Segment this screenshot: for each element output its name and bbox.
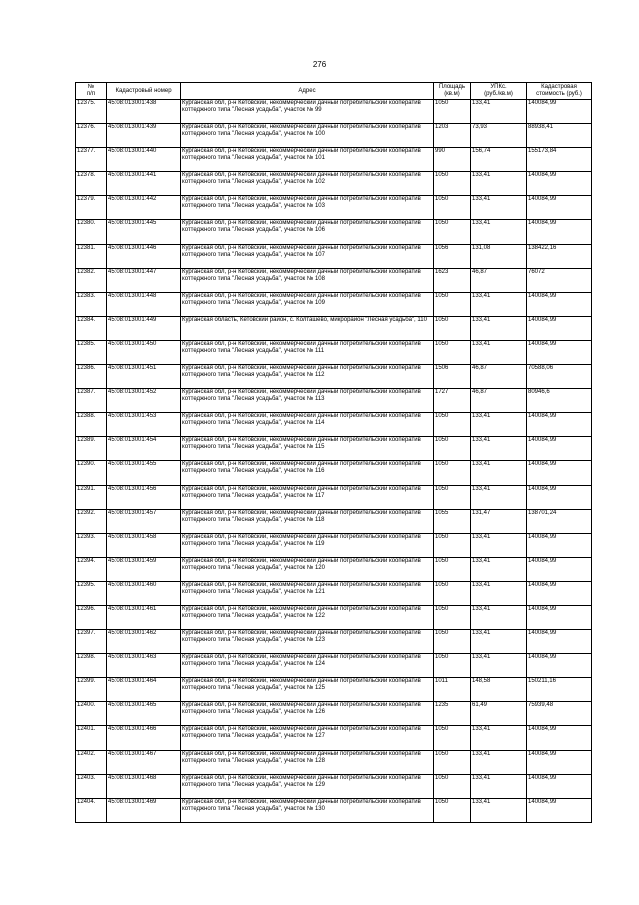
row-address: Курганская обл, р-н Кетовский, некоммерческий дачный потребительский кооператив коттеджного типа "Лесная усадьба", участок № 130 xyxy=(181,798,434,822)
row-area: 1050 xyxy=(434,726,471,750)
row-cadastral-cost: 140084,99 xyxy=(527,292,592,316)
row-num: 12379. xyxy=(76,196,107,220)
row-cadastral-cost: 140084,99 xyxy=(527,196,592,220)
row-upks: 133,41 xyxy=(471,437,527,461)
row-address: Курганская обл, р-н Кетовский, некоммерческий дачный потребительский кооператив коттеджного типа "Лесная усадьба", участок № 100 xyxy=(181,124,434,148)
table-row xyxy=(76,557,592,581)
row-area: 1050 xyxy=(434,220,471,244)
row-upks: 133,41 xyxy=(471,726,527,750)
row-cadastral-cost: 140084,99 xyxy=(527,100,592,124)
row-address: Курганская обл, р-н Кетовский, некоммерческий дачный потребительский кооператив коттеджного типа "Лесная усадьба", участок № 101 xyxy=(181,148,434,172)
row-area: 1011 xyxy=(434,678,471,702)
header-cadastral-number: Кадастровый номер xyxy=(107,83,181,100)
row-cadastral-number: 45:08:013001:465 xyxy=(107,702,181,726)
table-row xyxy=(76,365,592,389)
table-row xyxy=(76,100,592,124)
row-address: Курганская обл, р-н Кетовский, некоммерческий дачный потребительский кооператив коттеджного типа "Лесная усадьба", участок № 120 xyxy=(181,557,434,581)
row-upks: 131,47 xyxy=(471,509,527,533)
row-cadastral-number: 45:08:013001:438 xyxy=(107,100,181,124)
table-row xyxy=(76,678,592,702)
row-area: 1050 xyxy=(434,437,471,461)
row-num: 12403. xyxy=(76,774,107,798)
row-area: 1050 xyxy=(434,316,471,340)
row-upks: 133,41 xyxy=(471,413,527,437)
row-address: Курганская обл, р-н Кетовский, некоммерческий дачный потребительский кооператив коттеджного типа "Лесная усадьба", участок № 129 xyxy=(181,774,434,798)
row-cadastral-cost: 140084,99 xyxy=(527,413,592,437)
row-area: 1727 xyxy=(434,389,471,413)
table-row xyxy=(76,726,592,750)
row-cadastral-number: 45:08:013001:463 xyxy=(107,654,181,678)
row-cadastral-cost: 140084,99 xyxy=(527,726,592,750)
row-cadastral-number: 45:08:013001:456 xyxy=(107,485,181,509)
row-cadastral-number: 45:08:013001:455 xyxy=(107,461,181,485)
row-upks: 133,41 xyxy=(471,196,527,220)
row-area: 1050 xyxy=(434,172,471,196)
row-cadastral-cost: 140084,99 xyxy=(527,605,592,629)
row-upks: 61,49 xyxy=(471,702,527,726)
row-cadastral-number: 45:08:013001:464 xyxy=(107,678,181,702)
row-address: Курганская обл, р-н Кетовский, некоммерческий дачный потребительский кооператив коттеджного типа "Лесная усадьба", участок № 112 xyxy=(181,365,434,389)
table-row xyxy=(76,485,592,509)
row-upks: 133,41 xyxy=(471,461,527,485)
row-upks: 133,41 xyxy=(471,485,527,509)
row-cadastral-cost: 76072 xyxy=(527,268,592,292)
row-address: Курганская обл, р-н Кетовский, некоммерческий дачный потребительский кооператив коттеджного типа "Лесная усадьба", участок № 121 xyxy=(181,581,434,605)
row-area: 1050 xyxy=(434,750,471,774)
row-cadastral-cost: 140084,99 xyxy=(527,557,592,581)
row-num: 12399. xyxy=(76,678,107,702)
table-row xyxy=(76,148,592,172)
row-area: 1050 xyxy=(434,630,471,654)
row-address: Курганская обл, р-н Кетовский, некоммерческий дачный потребительский кооператив коттеджного типа "Лесная усадьба", участок № 122 xyxy=(181,605,434,629)
row-num: 12404. xyxy=(76,798,107,822)
table-row xyxy=(76,220,592,244)
row-upks: 133,41 xyxy=(471,340,527,364)
row-area: 1203 xyxy=(434,124,471,148)
row-upks: 133,41 xyxy=(471,220,527,244)
row-upks: 133,41 xyxy=(471,581,527,605)
row-area: 1050 xyxy=(434,340,471,364)
row-upks: 73,93 xyxy=(471,124,527,148)
row-num: 12394. xyxy=(76,557,107,581)
row-area: 1050 xyxy=(434,557,471,581)
row-cadastral-cost: 140084,99 xyxy=(527,340,592,364)
row-cadastral-cost: 140084,99 xyxy=(527,798,592,822)
table-row xyxy=(76,750,592,774)
header-num: № п/п xyxy=(76,83,107,100)
table-row xyxy=(76,389,592,413)
row-cadastral-cost: 140084,99 xyxy=(527,461,592,485)
row-num: 12398. xyxy=(76,654,107,678)
row-address: Курганская обл, р-н Кетовский, некоммерческий дачный потребительский кооператив коттеджного типа "Лесная усадьба", участок № 124 xyxy=(181,654,434,678)
row-address: Курганская обл, р-н Кетовский, некоммерческий дачный потребительский кооператив коттеджного типа "Лесная усадьба", участок № 113 xyxy=(181,389,434,413)
row-cadastral-number: 45:08:013001:440 xyxy=(107,148,181,172)
row-cadastral-cost: 155173,84 xyxy=(527,148,592,172)
row-cadastral-number: 45:08:013001:446 xyxy=(107,244,181,268)
row-area: 1050 xyxy=(434,100,471,124)
row-num: 12401. xyxy=(76,726,107,750)
row-address: Курганская обл, р-н Кетовский, некоммерческий дачный потребительский кооператив коттеджного типа "Лесная усадьба", участок № 116 xyxy=(181,461,434,485)
table-row xyxy=(76,533,592,557)
row-address: Курганская обл, р-н Кетовский, некоммерческий дачный потребительский кооператив коттеджного типа "Лесная усадьба", участок № 115 xyxy=(181,437,434,461)
row-upks: 148,58 xyxy=(471,678,527,702)
row-cadastral-cost: 140084,99 xyxy=(527,533,592,557)
row-address: Курганская обл, р-н Кетовский, некоммерческий дачный потребительский кооператив коттеджного типа "Лесная усадьба", участок № 117 xyxy=(181,485,434,509)
row-area: 1050 xyxy=(434,413,471,437)
table-row xyxy=(76,702,592,726)
row-num: 12385. xyxy=(76,340,107,364)
row-cadastral-number: 45:08:013001:449 xyxy=(107,316,181,340)
row-cadastral-number: 45:08:013001:461 xyxy=(107,605,181,629)
row-area: 1050 xyxy=(434,196,471,220)
row-cadastral-cost: 140084,99 xyxy=(527,774,592,798)
row-cadastral-cost: 75939,48 xyxy=(527,702,592,726)
table-row xyxy=(76,196,592,220)
row-upks: 133,41 xyxy=(471,172,527,196)
table-row xyxy=(76,605,592,629)
row-cadastral-cost: 140084,99 xyxy=(527,750,592,774)
row-num: 12378. xyxy=(76,172,107,196)
table-row xyxy=(76,581,592,605)
row-cadastral-number: 45:08:013001:453 xyxy=(107,413,181,437)
row-area: 1050 xyxy=(434,292,471,316)
row-address: Курганская обл, р-н Кетовский, некоммерческий дачный потребительский кооператив коттеджного типа "Лесная усадьба", участок № 125 xyxy=(181,678,434,702)
table-row xyxy=(76,340,592,364)
row-cadastral-cost: 138701,24 xyxy=(527,509,592,533)
row-upks: 133,41 xyxy=(471,533,527,557)
row-upks: 133,41 xyxy=(471,316,527,340)
row-cadastral-number: 45:08:013001:467 xyxy=(107,750,181,774)
header-address: Адрес xyxy=(181,83,434,100)
row-upks: 133,41 xyxy=(471,750,527,774)
row-num: 12395. xyxy=(76,581,107,605)
table-row xyxy=(76,413,592,437)
row-num: 12402. xyxy=(76,750,107,774)
row-address: Курганская обл, р-н Кетовский, некоммерческий дачный потребительский кооператив коттеджного типа "Лесная усадьба", участок № 119 xyxy=(181,533,434,557)
row-area: 1506 xyxy=(434,365,471,389)
row-address: Курганская область, Кетовский район, с. Колташево, микрорайон "Лесная усадьба", 110 xyxy=(181,316,434,340)
row-cadastral-cost: 140084,99 xyxy=(527,485,592,509)
row-address: Курганская обл, р-н Кетовский, некоммерческий дачный потребительский кооператив коттеджного типа "Лесная усадьба", участок № 118 xyxy=(181,509,434,533)
row-upks: 133,41 xyxy=(471,557,527,581)
row-cadastral-cost: 70588,06 xyxy=(527,365,592,389)
row-num: 12389. xyxy=(76,437,107,461)
row-area: 1050 xyxy=(434,605,471,629)
row-upks: 131,08 xyxy=(471,244,527,268)
row-address: Курганская обл, р-н Кетовский, некоммерческий дачный потребительский кооператив коттеджного типа "Лесная усадьба", участок № 106 xyxy=(181,220,434,244)
row-cadastral-number: 45:08:013001:458 xyxy=(107,533,181,557)
row-cadastral-number: 45:08:013001:457 xyxy=(107,509,181,533)
row-num: 12390. xyxy=(76,461,107,485)
row-num: 12384. xyxy=(76,316,107,340)
row-cadastral-cost: 140084,99 xyxy=(527,630,592,654)
row-cadastral-number: 45:08:013001:439 xyxy=(107,124,181,148)
row-address: Курганская обл, р-н Кетовский, некоммерческий дачный потребительский кооператив коттеджного типа "Лесная усадьба", участок № 103 xyxy=(181,196,434,220)
table-row xyxy=(76,244,592,268)
row-num: 12393. xyxy=(76,533,107,557)
row-cadastral-number: 45:08:013001:442 xyxy=(107,196,181,220)
row-address: Курганская обл, р-н Кетовский, некоммерческий дачный потребительский кооператив коттеджного типа "Лесная усадьба", участок № 102 xyxy=(181,172,434,196)
table-row xyxy=(76,124,592,148)
row-num: 12388. xyxy=(76,413,107,437)
row-cadastral-cost: 140084,99 xyxy=(527,581,592,605)
row-cadastral-cost: 140084,99 xyxy=(527,654,592,678)
row-num: 12381. xyxy=(76,244,107,268)
row-cadastral-cost: 150211,16 xyxy=(527,678,592,702)
row-area: 1623 xyxy=(434,268,471,292)
cadastral-value-table xyxy=(75,82,592,823)
row-cadastral-number: 45:08:013001:459 xyxy=(107,557,181,581)
row-cadastral-number: 45:08:013001:468 xyxy=(107,774,181,798)
row-area: 1050 xyxy=(434,581,471,605)
table-row xyxy=(76,316,592,340)
table-row xyxy=(76,292,592,316)
header-area: Площадь (кв.м) xyxy=(434,83,471,100)
row-area: 1050 xyxy=(434,461,471,485)
table-row xyxy=(76,461,592,485)
table-row xyxy=(76,774,592,798)
row-cadastral-number: 45:08:013001:460 xyxy=(107,581,181,605)
row-address: Курганская обл, р-н Кетовский, некоммерческий дачный потребительский кооператив коттеджного типа "Лесная усадьба", участок № 123 xyxy=(181,630,434,654)
row-cadastral-number: 45:08:013001:445 xyxy=(107,220,181,244)
row-cadastral-cost: 140084,99 xyxy=(527,220,592,244)
table-row xyxy=(76,654,592,678)
row-area: 1235 xyxy=(434,702,471,726)
row-area: 1050 xyxy=(434,485,471,509)
row-area: 990 xyxy=(434,148,471,172)
table-row xyxy=(76,509,592,533)
row-cadastral-cost: 140084,99 xyxy=(527,437,592,461)
table-header-row xyxy=(76,83,592,100)
table-row xyxy=(76,172,592,196)
row-address: Курганская обл, р-н Кетовский, некоммерческий дачный потребительский кооператив коттеджного типа "Лесная усадьба", участок № 128 xyxy=(181,750,434,774)
row-num: 12383. xyxy=(76,292,107,316)
row-upks: 133,41 xyxy=(471,630,527,654)
row-num: 12376. xyxy=(76,124,107,148)
row-upks: 133,41 xyxy=(471,654,527,678)
table-row xyxy=(76,437,592,461)
page-number: 276 xyxy=(312,60,327,69)
row-area: 1050 xyxy=(434,798,471,822)
row-upks: 46,87 xyxy=(471,268,527,292)
row-cadastral-number: 45:08:013001:451 xyxy=(107,365,181,389)
row-cadastral-number: 45:08:013001:452 xyxy=(107,389,181,413)
row-address: Курганская обл, р-н Кетовский, некоммерческий дачный потребительский кооператив коттеджного типа "Лесная усадьба", участок № 126 xyxy=(181,702,434,726)
row-num: 12392. xyxy=(76,509,107,533)
table-body xyxy=(76,100,592,823)
row-area: 1056 xyxy=(434,244,471,268)
row-num: 12386. xyxy=(76,365,107,389)
row-cadastral-cost: 138422,16 xyxy=(527,244,592,268)
row-cadastral-number: 45:08:013001:441 xyxy=(107,172,181,196)
row-address: Курганская обл, р-н Кетовский, некоммерческий дачный потребительский кооператив коттеджного типа "Лесная усадьба", участок № 109 xyxy=(181,292,434,316)
row-upks: 133,41 xyxy=(471,292,527,316)
table-row xyxy=(76,630,592,654)
row-upks: 46,87 xyxy=(471,365,527,389)
row-upks: 133,41 xyxy=(471,798,527,822)
row-cadastral-number: 45:08:013001:466 xyxy=(107,726,181,750)
row-area: 1050 xyxy=(434,533,471,557)
row-cadastral-number: 45:08:013001:447 xyxy=(107,268,181,292)
row-cadastral-cost: 140084,99 xyxy=(527,316,592,340)
row-cadastral-number: 45:08:013001:454 xyxy=(107,437,181,461)
row-address: Курганская обл, р-н Кетовский, некоммерческий дачный потребительский кооператив коттеджного типа "Лесная усадьба", участок № 107 xyxy=(181,244,434,268)
row-num: 12400. xyxy=(76,702,107,726)
row-cadastral-cost: 80946,6 xyxy=(527,389,592,413)
row-num: 12391. xyxy=(76,485,107,509)
row-cadastral-cost: 88938,41 xyxy=(527,124,592,148)
row-address: Курганская обл, р-н Кетовский, некоммерческий дачный потребительский кооператив коттеджного типа "Лесная усадьба", участок № 99 xyxy=(181,100,434,124)
table-row xyxy=(76,798,592,822)
row-area: 1055 xyxy=(434,509,471,533)
row-address: Курганская обл, р-н Кетовский, некоммерческий дачный потребительский кооператив коттеджного типа "Лесная усадьба", участок № 114 xyxy=(181,413,434,437)
header-upks: УПКс. (руб./кв.м) xyxy=(471,83,527,100)
row-address: Курганская обл, р-н Кетовский, некоммерческий дачный потребительский кооператив коттеджного типа "Лесная усадьба", участок № 111 xyxy=(181,340,434,364)
row-area: 1050 xyxy=(434,774,471,798)
row-num: 12387. xyxy=(76,389,107,413)
row-upks: 156,74 xyxy=(471,148,527,172)
row-cadastral-number: 45:08:013001:448 xyxy=(107,292,181,316)
row-cadastral-number: 45:08:013001:450 xyxy=(107,340,181,364)
header-cadastral-cost: Кадастровая стоимость (руб.) xyxy=(527,83,592,100)
row-upks: 133,41 xyxy=(471,100,527,124)
row-num: 12382. xyxy=(76,268,107,292)
row-num: 12396. xyxy=(76,605,107,629)
row-num: 12377. xyxy=(76,148,107,172)
row-cadastral-cost: 140084,99 xyxy=(527,172,592,196)
row-cadastral-number: 45:08:013001:462 xyxy=(107,630,181,654)
row-num: 12380. xyxy=(76,220,107,244)
row-num: 12397. xyxy=(76,630,107,654)
table-row xyxy=(76,268,592,292)
row-upks: 133,41 xyxy=(471,605,527,629)
row-cadastral-number: 45:08:013001:469 xyxy=(107,798,181,822)
row-num: 12375. xyxy=(76,100,107,124)
row-upks: 46,87 xyxy=(471,389,527,413)
row-address: Курганская обл, р-н Кетовский, некоммерческий дачный потребительский кооператив коттеджного типа "Лесная усадьба", участок № 127 xyxy=(181,726,434,750)
row-address: Курганская обл, р-н Кетовский, некоммерческий дачный потребительский кооператив коттеджного типа "Лесная усадьба", участок № 108 xyxy=(181,268,434,292)
row-upks: 133,41 xyxy=(471,774,527,798)
row-area: 1050 xyxy=(434,654,471,678)
